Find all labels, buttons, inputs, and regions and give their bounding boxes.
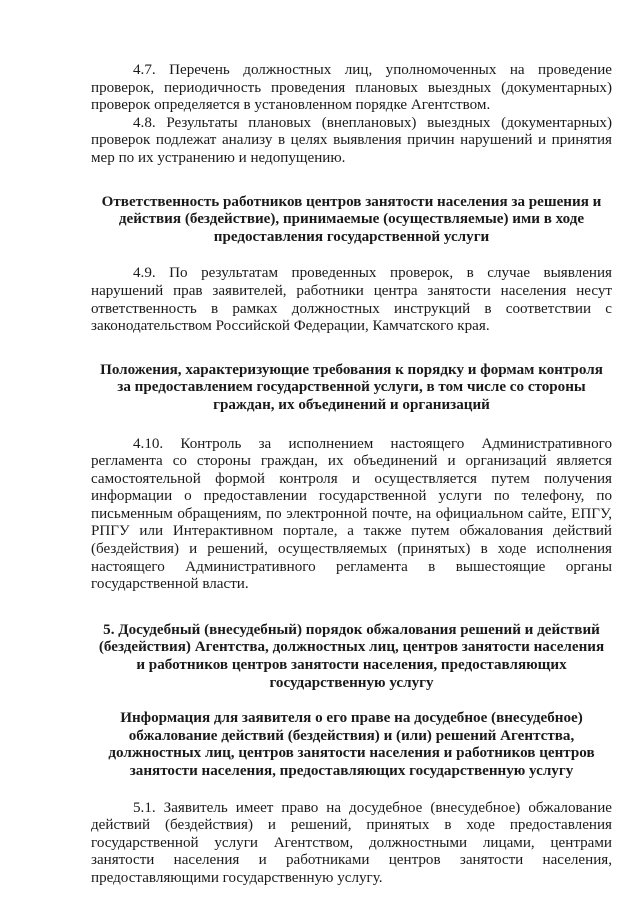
heading-section-5: 5. Досудебный (внесудебный) порядок обжалования решений и действий (бездействия) Агентства, должностных лиц, центров занятости населения и работников центров занятости населения, предоставляющих государственную услугу <box>98 621 605 691</box>
heading-applicant-info: Информация для заявителя о его праве на досудебное (внесудебное) обжалование действий (бездействия) и (или) решений Агентства, должностных лиц, центров занятости населения и работников центров занятости населения, предоставляющих государственную услугу <box>108 710 595 779</box>
paragraph-5-1: 5.1. Заявитель имеет право на досудебное (внесудебное) обжалование действий (бездействия) и решений, принятых в ходе предоставления государственной услуги Агентством, должностными лицами, центрами занятости населения и работниками центров занятости населения, предоставляющими государственную услугу. <box>91 799 612 886</box>
paragraph-4-9: 4.9. По результатам проведенных проверок, в случае выявления нарушений прав заявителей, работники центра занятости населения несут ответственность в рамках должностных инструкций в соответствии с законодательством Российской Федерации, Камчатского края. <box>91 265 612 335</box>
heading-control-provisions: Положения, характеризующие требования к порядку и формам контроля за предоставлением государственной услуги, в том числе со стороны граждан, их объединений и организаций <box>100 361 603 413</box>
paragraph-4-7: 4.7. Перечень должностных лиц, уполномоченных на проведение проверок, периодичность проведения плановых выездных (документарных) проверок определяется в установленном порядке Агентством. <box>91 62 612 114</box>
heading-responsibility: Ответственность работников центров занятости населения за решения и действия (бездействие), принимаемые (осуществляемые) ими в ходе предоставления государственной услуги <box>101 193 602 245</box>
paragraph-4-8: 4.8. Результаты плановых (внеплановых) выездных (документарных) проверок подлежат анализу в целях выявления причин нарушений и принятия мер по их устранению и недопущению. <box>91 114 612 166</box>
paragraph-4-10: 4.10. Контроль за исполнением настоящего Административного регламента со стороны граждан, их объединений и организаций является самостоятельной формой контроля и осуществляется путем получения информации о предоставлении государственной услуги по телефону, по письменным обращениям, по электронной почте, на официальном сайте, ЕПГУ, РПГУ или Интерактивном портале, а также путем обжалования действий (бездействия) и решений, осуществляемых (принятых) в ходе исполнения настоящего Административного регламента в вышестоящие органы государственной власти. <box>91 435 612 593</box>
